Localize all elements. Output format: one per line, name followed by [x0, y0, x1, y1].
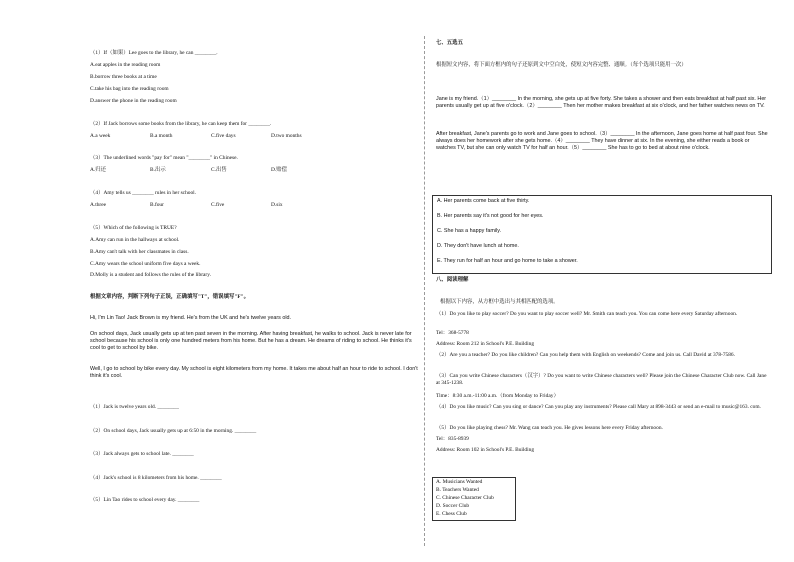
section-8-option-e: E. Chess Club: [436, 511, 467, 517]
q1-stem: （1）If（如果）Lee goes to the library, he can ________.: [90, 50, 218, 56]
q5-stem: （5）Which of the following is TRUE?: [90, 225, 177, 231]
ad-4-text: （4）Do you like music? Can you sing or dance? Can you play any instruments? Please call Mary at 898-3443 or send an e-mail to music@163. com.: [436, 404, 761, 410]
q4-stem: （4）Amy tells us ________ rules in her school.: [90, 190, 197, 196]
ad-2-text: （2）Are you a teacher? Do you like children? Can you help them with English on weekends? Come and join us. Call David at 378-7586.: [436, 352, 735, 358]
q1-option-d: D.answer the phone in the reading room: [90, 98, 177, 104]
column-divider: [424, 36, 425, 546]
section-8-option-d: D. Soccer Club: [436, 503, 470, 509]
q5-option-a: A.Amy can run in the hallways at school.: [90, 237, 180, 243]
q2-option-a: A.a week: [90, 133, 111, 139]
section-7-option-a: A. Her parents come back at five thirty.: [437, 198, 530, 204]
tf-item-2: （2）On school days, Jack usually gets up at 6:50 in the morning. ________: [90, 428, 257, 434]
ad-1-tel: Tel：368-5778: [436, 330, 469, 336]
section-7-paragraph-2: After breakfast, Jane's parents go to work and Jane goes to school.（3）________ In the afternoon, Jane goes home at half past four. She always does her homework after she gets home.（4）________ They have dinner at six. In the evening, she either reads a book or watches TV, but she can only watch TV for half an hour.（5）________ She has to go to bed at about nine o'clock.: [436, 131, 768, 151]
q5-option-c: C.Amy wears the school uniform five days a week.: [90, 261, 201, 267]
q1-option-b: B.borrow three books at a time: [90, 74, 157, 80]
tf-instruction: 根据文章内容，判断下列句子正误，正确填写"T"，错误填写"F"。: [90, 294, 250, 300]
section-7-option-b: B. Her parents say it's not good for her eyes.: [437, 213, 544, 219]
ad-5-tel: Tel：835-8939: [436, 436, 469, 442]
passage-paragraph-3: Well, I go to school by bike every day. My school is eight kilometers from my home. It takes me about half an hour to ride to school. I don't think it's cool.: [90, 366, 418, 379]
section-8-instruction: 根据以下内容，从方框中选出与其相匹配的选项。: [440, 299, 559, 305]
section-8-option-b: B. Teachers Wanted: [436, 487, 479, 493]
q1-option-a: A.eat apples in the reading room: [90, 62, 161, 68]
tf-item-3: （3）Jack always gets to school late. ________: [90, 451, 194, 457]
q2-option-d: D.two months: [271, 133, 302, 139]
ad-5-text: （5）Do you like playing chess? Mr. Wang can teach you. He gives lessons here every Friday afternoon.: [436, 425, 663, 431]
ad-3-text: （3）Can you write Chinese characters（汉字）? Do you want to write Chinese characters well? Please join the Chinese Character Club now. Call Jane at 345-1238.: [436, 373, 767, 386]
q4-option-d: D.six: [271, 202, 283, 208]
section-8-title: 八、阅读理解: [436, 277, 469, 283]
q4-option-b: B.four: [150, 202, 164, 208]
q4-option-a: A.three: [90, 202, 107, 208]
section-7-option-e: E. They run for half an hour and go home to take a shower.: [437, 258, 578, 264]
q3-option-d: D.赔偿: [271, 167, 288, 173]
tf-item-1: （1）Jack is twelve years old. ________: [90, 404, 179, 410]
section-7-instruction: 根据短文内容，将下面方框内的句子还原到文中空白处，使短文内容完整、通顺。（每个选项只能用一次）: [436, 62, 687, 68]
section-8-option-a: A. Musicians Wanted: [436, 479, 483, 485]
section-7-title: 七、五选五: [436, 40, 463, 46]
q5-option-d: D.Molly is a student and follows the rules of the library.: [90, 272, 211, 278]
ad-1-address: Address: Room 212 in School's P.E. Building: [436, 341, 535, 347]
q2-option-c: C.five days: [211, 133, 236, 139]
section-7-paragraph-1: Jane is my friend.（1）________ In the morning, she gets up at five forty. She takes a shower and then eats breakfast at half past six. Her parents usually get up at five o'clock.（2）________ Then her mother makes breakfast at six o'clock, and her father watches news on TV.: [436, 96, 767, 109]
section-7-option-c: C. She has a happy family.: [437, 228, 502, 234]
q3-option-c: C.出售: [211, 167, 227, 173]
ad-1-text: （1）Do you like to play soccer? Do you want to play soccer well? Mr. Smith can teach you. You can come here every Saturday afternoon.: [436, 311, 738, 317]
ad-5-address: Address: Room 102 in School's P.E. Building: [436, 447, 535, 453]
q1-option-c: C.take his bag into the reading room: [90, 86, 169, 92]
q3-option-b: B.出示: [150, 167, 166, 173]
ad-3-time: Time：8:30 a.m.-11:00 a.m.（from Monday to Friday）: [436, 393, 559, 399]
passage-paragraph-1: Hi, I'm Lin Tao! Jack Brown is my friend. He's from the UK and he's twelve years old.: [90, 315, 292, 321]
q2-option-b: B.a month: [150, 133, 173, 139]
tf-item-5: （5）Lin Tao rides to school every day. ________: [90, 497, 200, 503]
passage-paragraph-2: On school days, Jack usually gets up at ten past seven in the morning. After having breakfast, he walks to school. Jack is never late for school because his school is only one hundred meters from his home. But he has a dream. He dreams of riding to school. He thinks it's cool to get to school by bike.: [90, 331, 412, 351]
tf-item-4: （4）Jack's school is 8 kilometers from his home. ________: [90, 475, 222, 481]
q2-stem: （2）If Jack borrows some books from the library, he can keep them for ________.: [90, 121, 272, 127]
q4-option-c: C.five: [211, 202, 225, 208]
section-7-option-d: D. They don't have lunch at home.: [437, 243, 519, 249]
section-8-option-c: C. Chinese Character Club: [436, 495, 494, 501]
q5-option-b: B.Amy can't talk with her classmates in class.: [90, 249, 189, 255]
q3-stem: （3）The underlined words "pay for" mean "________" in Chinese.: [90, 155, 238, 161]
q3-option-a: A.归还: [90, 167, 107, 173]
